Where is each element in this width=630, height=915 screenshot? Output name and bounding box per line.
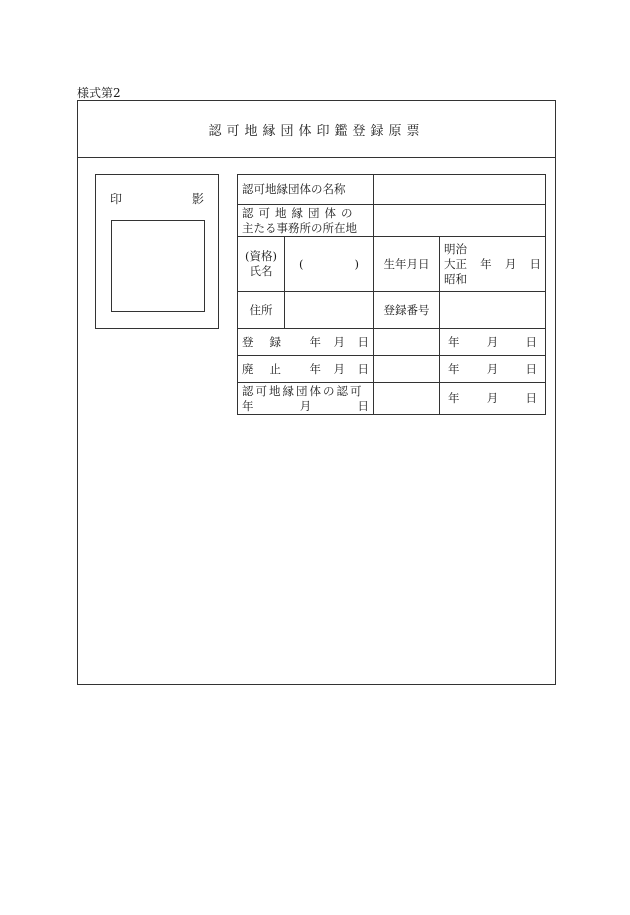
birth-date-field[interactable]	[440, 237, 546, 292]
register-date-month: 月	[486, 334, 499, 349]
abolish-date-day: 日	[525, 361, 537, 376]
approval-year: 年	[242, 398, 254, 413]
birth-year: 年	[480, 256, 492, 271]
approval-date-field[interactable]	[440, 383, 546, 415]
register-date-year: 年	[448, 334, 460, 349]
org-name-label-text: 認可地縁団体の名称	[242, 182, 346, 196]
abolish-date-field[interactable]	[440, 356, 546, 383]
org-name-field[interactable]	[374, 175, 546, 205]
office-address-field[interactable]	[374, 205, 546, 237]
name-field[interactable]	[285, 237, 374, 292]
table-row	[238, 329, 546, 356]
abolish-year: 年	[309, 361, 321, 376]
form-frame	[77, 100, 556, 685]
seal-label-left: 印	[110, 192, 123, 206]
paren-close: )	[354, 256, 359, 271]
approval-label-line1: 認可地縁団体の認可	[242, 383, 364, 398]
register-blank-cell[interactable]	[374, 329, 440, 356]
abolish-day: 日	[357, 361, 369, 376]
name-label: 氏名	[249, 264, 273, 278]
birth-date-label: 生年月日	[374, 237, 440, 292]
office-label-line2: 主たる事務所の所在地	[242, 220, 357, 235]
title-bar	[78, 101, 555, 158]
registration-table-wrap	[237, 174, 545, 414]
seal-impression-box	[95, 174, 219, 329]
form-title: 認可地縁団体印鑑登録原票	[208, 123, 425, 139]
era-taisho: 大正	[444, 256, 467, 271]
paren-open: (	[299, 256, 304, 271]
table-row	[238, 237, 546, 292]
birth-month: 月	[504, 256, 517, 271]
register-date-field[interactable]	[440, 329, 546, 356]
table-row	[238, 383, 546, 415]
abolish-blank-cell[interactable]	[374, 356, 440, 383]
seal-label-right: 影	[191, 192, 204, 206]
era-showa: 昭和	[444, 271, 467, 286]
register-date-day: 日	[525, 334, 537, 349]
abolish-label-cell	[238, 356, 374, 383]
form-label: 様式第2	[77, 86, 121, 100]
register-day: 日	[357, 334, 369, 349]
registration-table	[237, 174, 546, 415]
office-label-line1: 認可地縁団体の	[242, 205, 358, 220]
register-label: 登録	[242, 334, 297, 349]
approval-day: 日	[357, 398, 369, 413]
office-address-label	[238, 205, 374, 237]
approval-month: 月	[299, 398, 312, 413]
abolish-label: 廃止	[242, 361, 297, 376]
table-row	[238, 292, 546, 329]
table-row	[238, 356, 546, 383]
birth-day: 日	[529, 256, 541, 271]
register-month: 月	[333, 334, 345, 349]
register-label-cell	[238, 329, 374, 356]
name-label-cell	[238, 237, 285, 292]
approval-date-year: 年	[448, 391, 460, 405]
table-row	[238, 175, 546, 205]
abolish-month: 月	[333, 361, 345, 376]
approval-date-month: 月	[486, 391, 499, 405]
abolish-date-month: 月	[486, 361, 499, 376]
approval-label-cell	[238, 383, 374, 415]
address-field[interactable]	[285, 292, 374, 329]
table-row	[238, 205, 546, 237]
org-name-label	[238, 175, 374, 205]
approval-date-day: 日	[525, 391, 537, 405]
address-label: 住所	[238, 292, 285, 329]
seal-stamp-area[interactable]	[111, 220, 205, 312]
qualification-label: (資格)	[245, 249, 277, 263]
approval-blank-cell[interactable]	[374, 383, 440, 415]
abolish-date-year: 年	[448, 361, 460, 376]
reg-number-label: 登録番号	[374, 292, 440, 329]
reg-number-field[interactable]	[440, 292, 546, 329]
era-meiji: 明治	[444, 241, 467, 256]
register-year: 年	[309, 334, 321, 349]
